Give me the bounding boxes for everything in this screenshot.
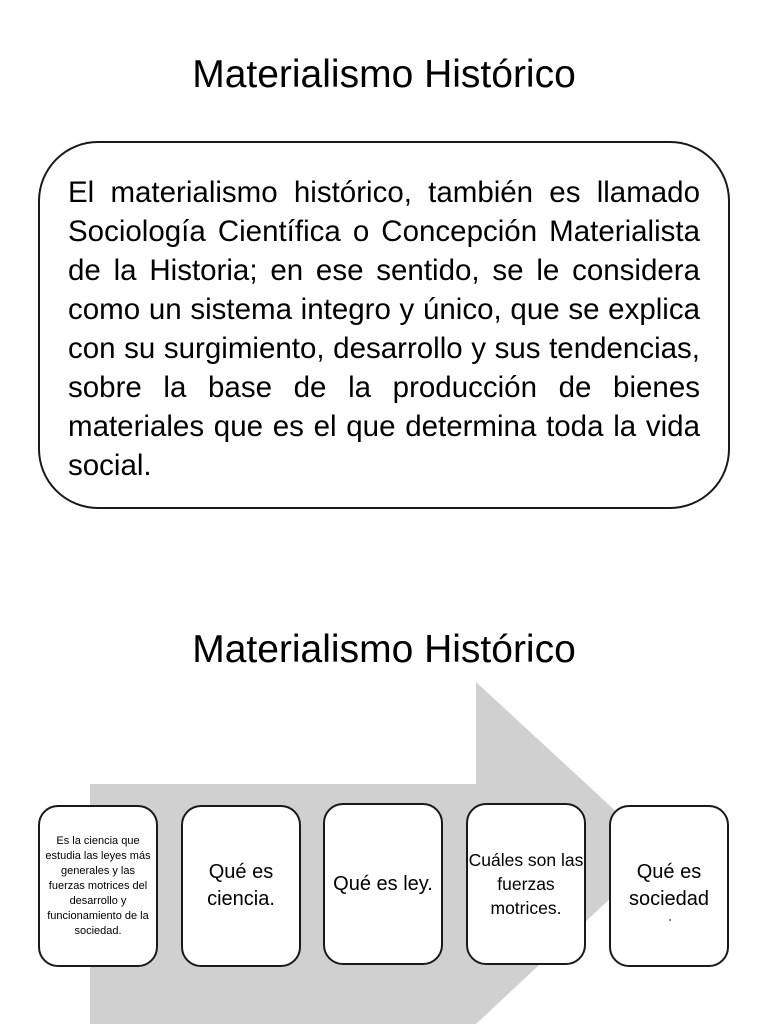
slide-title: Materialismo Histórico <box>192 628 576 671</box>
slide-title: Materialismo Histórico <box>192 53 576 96</box>
step-box-definition <box>38 805 158 967</box>
step-label: Qué es ciencia. <box>207 861 275 910</box>
step-box-sociedad <box>609 805 729 967</box>
step-label: Es la ciencia que estudia las leyes más generales y las fuerzas motrices del desarrollo y funcionamiento de la sociedad. <box>45 834 151 937</box>
dot-mark <box>669 919 671 921</box>
definition-text: El materialismo histórico, también es llamado Sociología Científica o Concepción Materialista de la Historia; en ese sentido, se le considera como un sistema integro y único, que se explica con su surgimiento, desarrollo y sus tendencias, sobre la base de la producción de bienes materiales que es el que determina toda la vida social. <box>68 176 700 482</box>
step-label: Qué es sociedad <box>628 861 710 910</box>
step-label: Qué es ley. <box>333 872 433 895</box>
step-box-ley <box>323 803 443 965</box>
step-box-fuerzas-motrices <box>466 803 586 965</box>
step-label: Cuáles son las fuerzas motrices. <box>468 850 584 918</box>
slide-2 <box>0 512 768 1024</box>
step-box-ciencia <box>181 805 301 967</box>
definition-box <box>38 141 730 509</box>
